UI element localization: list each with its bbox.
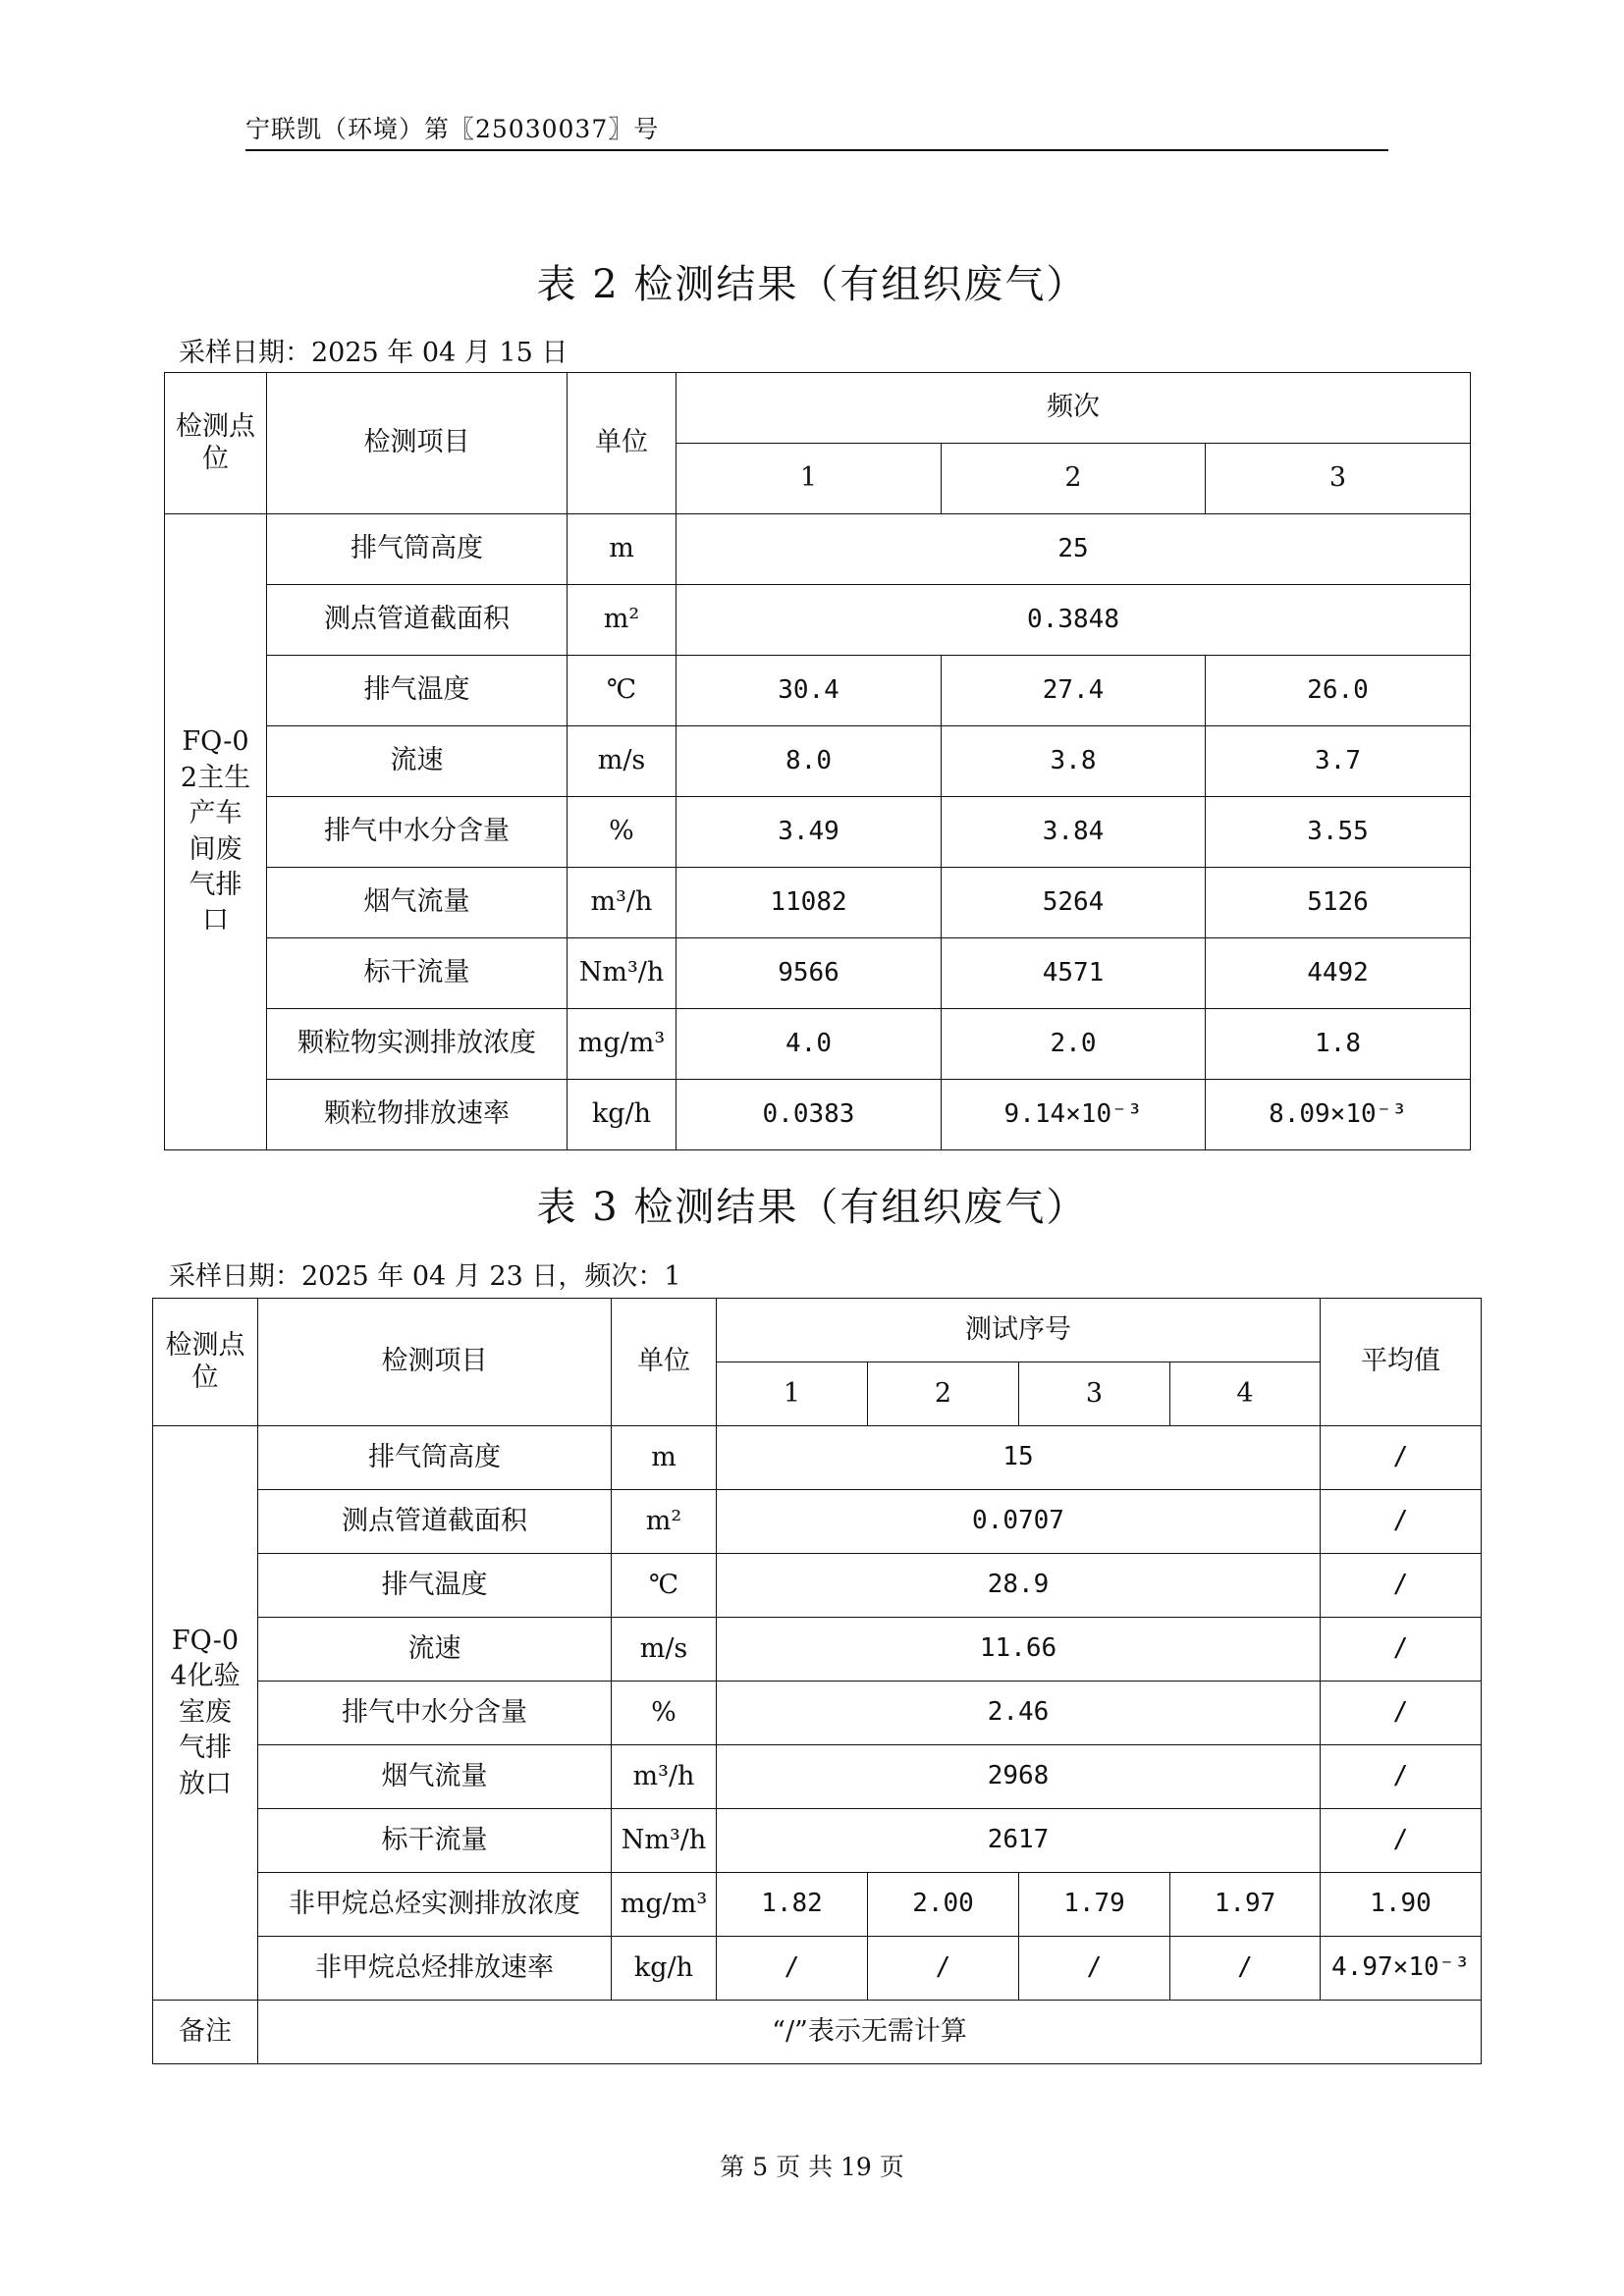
table2-sampling-date: 采样日期：2025 年 04 月 15 日	[179, 338, 568, 368]
t2-item: 颗粒物实测排放浓度	[267, 1009, 568, 1080]
t3-header-s4: 4	[1170, 1362, 1321, 1426]
table-row	[165, 585, 1471, 656]
t2-unit: m/s	[568, 726, 677, 797]
t3-header-s2: 2	[868, 1362, 1019, 1426]
t3-header-s1: 1	[717, 1362, 868, 1426]
t2-item: 排气中水分含量	[267, 797, 568, 868]
t2-value-2: 5264	[942, 868, 1206, 938]
table-row	[165, 938, 1471, 1009]
t2-header-item: 检测项目	[267, 373, 568, 514]
t3-value-merged: 2617	[717, 1809, 1321, 1873]
t2-unit: %	[568, 797, 677, 868]
t2-item: 标干流量	[267, 938, 568, 1009]
t2-value-2: 3.84	[942, 797, 1206, 868]
t2-value-1: 4.0	[677, 1009, 942, 1080]
t2-value-1: 3.49	[677, 797, 942, 868]
table2-title: 表 2 检测结果（有组织废气）	[536, 262, 1088, 307]
t2-value-2: 27.4	[942, 656, 1206, 726]
t2-header-point: 检测点位	[165, 373, 267, 514]
t3-header-item: 检测项目	[258, 1299, 612, 1426]
t2-header-f1: 1	[677, 444, 942, 514]
table3-title: 表 3 检测结果（有组织废气）	[536, 1185, 1088, 1230]
t3-value-merged: 11.66	[717, 1618, 1321, 1682]
t3-avg: /	[1321, 1426, 1482, 1490]
table-row	[153, 1809, 1482, 1873]
t3-value-2: 2.00	[868, 1873, 1019, 1937]
t3-avg: /	[1321, 1745, 1482, 1809]
table-row	[153, 1618, 1482, 1682]
t3-unit: m	[612, 1426, 717, 1490]
t3-value-merged: 2968	[717, 1745, 1321, 1809]
t2-value-1: 8.0	[677, 726, 942, 797]
table-row	[165, 1009, 1471, 1080]
t2-value-3: 4492	[1206, 938, 1471, 1009]
t2-item: 烟气流量	[267, 868, 568, 938]
t3-item: 烟气流量	[258, 1745, 612, 1809]
t3-header-seq: 测试序号	[717, 1299, 1321, 1362]
t3-value-4: /	[1170, 1937, 1321, 2001]
t2-value-merged: 25	[677, 514, 1471, 585]
t2-value-1: 9566	[677, 938, 942, 1009]
table2	[164, 372, 1471, 1150]
t3-item: 非甲烷总烃排放速率	[258, 1937, 612, 2001]
t2-value-1: 0.0383	[677, 1080, 942, 1150]
table-row	[165, 514, 1471, 585]
t2-value-merged: 0.3848	[677, 585, 1471, 656]
t2-unit: m²	[568, 585, 677, 656]
table-row	[153, 1873, 1482, 1937]
table-row	[165, 797, 1471, 868]
table3	[152, 1298, 1482, 2064]
t3-header-s3: 3	[1019, 1362, 1170, 1426]
t2-item: 排气筒高度	[267, 514, 568, 585]
t2-value-2: 4571	[942, 938, 1206, 1009]
t3-unit: m/s	[612, 1618, 717, 1682]
t2-value-2: 3.8	[942, 726, 1206, 797]
t3-value-3: 1.79	[1019, 1873, 1170, 1937]
t3-remark-label: 备注	[153, 2001, 258, 2064]
table-row	[153, 1426, 1482, 1490]
t3-unit: ℃	[612, 1554, 717, 1618]
t3-item: 排气温度	[258, 1554, 612, 1618]
table-row	[153, 2001, 1482, 2064]
t2-value-2: 9.14×10⁻³	[942, 1080, 1206, 1150]
table-row	[153, 1554, 1482, 1618]
t2-item: 流速	[267, 726, 568, 797]
table-row	[153, 1490, 1482, 1554]
t3-unit: Nm³/h	[612, 1809, 717, 1873]
t3-location: FQ-04化验室废气排放口	[153, 1426, 258, 2001]
t3-value-2: /	[868, 1937, 1019, 2001]
t3-avg: /	[1321, 1490, 1482, 1554]
t3-avg: /	[1321, 1809, 1482, 1873]
t2-header-freq: 频次	[677, 373, 1471, 444]
table-row	[165, 656, 1471, 726]
t3-unit: kg/h	[612, 1937, 717, 2001]
t2-value-2: 2.0	[942, 1009, 1206, 1080]
t2-value-1: 30.4	[677, 656, 942, 726]
t3-avg: 1.90	[1321, 1873, 1482, 1937]
t2-location: FQ-02主生产车间废气排口	[165, 514, 267, 1150]
t3-header-point: 检测点位	[153, 1299, 258, 1426]
t3-item: 非甲烷总烃实测排放浓度	[258, 1873, 612, 1937]
page-number: 第 5 页 共 19 页	[720, 2153, 904, 2181]
table3-sampling-date: 采样日期：2025 年 04 月 23 日，频次：1	[169, 1261, 681, 1292]
t2-header-f2: 2	[942, 444, 1206, 514]
t3-item: 测点管道截面积	[258, 1490, 612, 1554]
t2-value-3: 3.55	[1206, 797, 1471, 868]
t3-avg: /	[1321, 1682, 1482, 1745]
t3-item: 标干流量	[258, 1809, 612, 1873]
t2-unit: m	[568, 514, 677, 585]
t2-header-f3: 3	[1206, 444, 1471, 514]
t3-avg: /	[1321, 1618, 1482, 1682]
t2-unit: m³/h	[568, 868, 677, 938]
t3-value-4: 1.97	[1170, 1873, 1321, 1937]
t3-value-1: 1.82	[717, 1873, 868, 1937]
t3-header-avg: 平均值	[1321, 1299, 1482, 1426]
t2-unit: ℃	[568, 656, 677, 726]
t3-avg: 4.97×10⁻³	[1321, 1937, 1482, 2001]
t2-value-3: 8.09×10⁻³	[1206, 1080, 1471, 1150]
t2-unit: Nm³/h	[568, 938, 677, 1009]
t2-value-3: 26.0	[1206, 656, 1471, 726]
t3-value-merged: 15	[717, 1426, 1321, 1490]
t2-item: 颗粒物排放速率	[267, 1080, 568, 1150]
t3-unit: m²	[612, 1490, 717, 1554]
table-row	[153, 1745, 1482, 1809]
t2-item: 排气温度	[267, 656, 568, 726]
t3-avg: /	[1321, 1554, 1482, 1618]
t2-unit: mg/m³	[568, 1009, 677, 1080]
t3-value-1: /	[717, 1937, 868, 2001]
table-row	[165, 868, 1471, 938]
table-row	[165, 1080, 1471, 1150]
table-row	[153, 1682, 1482, 1745]
table-row	[165, 726, 1471, 797]
t3-header-unit: 单位	[612, 1299, 717, 1426]
t3-item: 排气筒高度	[258, 1426, 612, 1490]
t3-unit: %	[612, 1682, 717, 1745]
t3-unit: m³/h	[612, 1745, 717, 1809]
t3-value-merged: 2.46	[717, 1682, 1321, 1745]
t2-unit: kg/h	[568, 1080, 677, 1150]
t3-item: 排气中水分含量	[258, 1682, 612, 1745]
t2-item: 测点管道截面积	[267, 585, 568, 656]
t3-value-merged: 0.0707	[717, 1490, 1321, 1554]
t3-remark: “/”表示无需计算	[258, 2001, 1482, 2064]
t2-value-1: 11082	[677, 868, 942, 938]
table-row	[153, 1937, 1482, 2001]
t3-unit: mg/m³	[612, 1873, 717, 1937]
t3-value-3: /	[1019, 1937, 1170, 2001]
t2-value-3: 3.7	[1206, 726, 1471, 797]
document-header: 宁联凯（环境）第〖25030037〗号	[245, 110, 1388, 151]
t2-value-3: 1.8	[1206, 1009, 1471, 1080]
t2-header-unit: 单位	[568, 373, 677, 514]
t3-item: 流速	[258, 1618, 612, 1682]
t3-value-merged: 28.9	[717, 1554, 1321, 1618]
t2-value-3: 5126	[1206, 868, 1471, 938]
